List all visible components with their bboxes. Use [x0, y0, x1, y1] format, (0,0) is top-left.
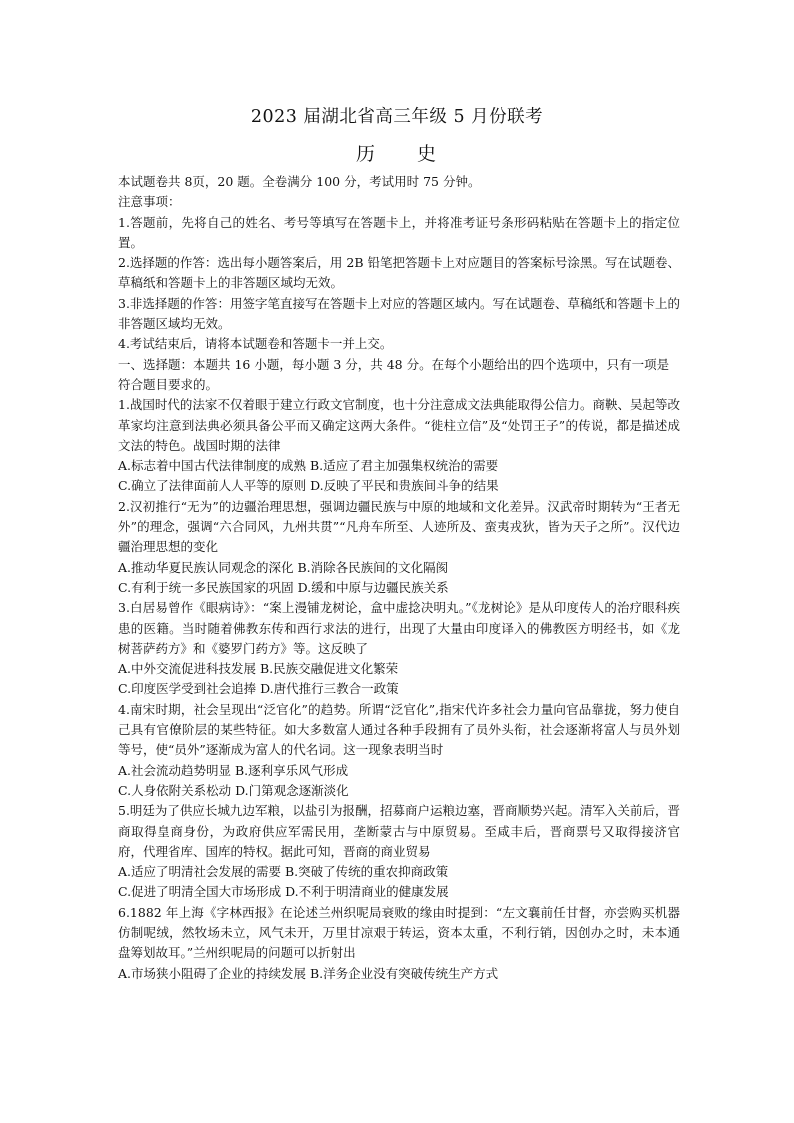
question-options: C.促进了明清全国大市场形成 D.不利于明清商业的健康发展: [118, 884, 449, 900]
notes-heading: 注意事项：: [118, 194, 181, 210]
note-item: 3.非选择题的作答：用签字笔直接写在答题卡上对应的答题区域内。写在试题卷、草稿纸和答题卡上的非答题区域均无效。: [118, 295, 680, 332]
question-stem: 5.明廷为了供应长城九边军粮，以盐引为报酬，招募商户运粮边塞，晋商顺势兴起。清军入关前后，晋商取得皇商身份，为政府供应军需民用，垄断蒙古与中原贸易。至咸丰后，晋商票号又取得接济官府，代理省库、国库的特权。据此可知，晋商的商业贸易: [118, 803, 680, 859]
question-stem: 4.南宋时期，社会呈现出“泛官化”的趋势。所谓“泛官化”,指宋代许多社会力量向官品靠拢，努力使自己具有官僚阶层的某些特征。如大多数富人通过各种手段拥有了员外头衔，社会逐渐将富人与员外划等号，使“员外”逐渐成为富人的代名词。这一现象表明当时: [118, 701, 680, 758]
question-options: C.印度医学受到社会追捧 D.唐代推行三教合一政策: [118, 681, 399, 697]
question-options: C.人身依附关系松动 D.门第观念逐渐淡化: [118, 782, 349, 798]
question-1: [118, 395, 680, 496]
question-options: A.适应了明清社会发展的需要 B.突破了传统的重农抑商政策: [118, 864, 449, 880]
note-item: 1.答题前，先将自己的姓名、考号等填写在答题卡上，并将准考证号条形码粘贴在答题卡上的指定位置。: [118, 214, 680, 250]
question-4: [118, 700, 680, 801]
question-options: A.推动华夏民族认同观念的深化 B.消除各民族间的文化隔阂: [118, 559, 449, 575]
question-options: C.有利于统一多民族国家的巩固 D.缓和中原与边疆民族关系: [118, 579, 449, 595]
note-item: 2.选择题的作答：选出每小题答案后，用 2B 铅笔把答题卡上对应题目的答案标号涂黑。写在试题卷、草稿纸和答题卡上的非答题区域均无效。: [118, 255, 681, 291]
question-options: A.中外交流促进科技发展 B.民族交融促进文化繁荣: [118, 661, 399, 677]
question-3: [118, 598, 680, 699]
question-stem: 6.1882 年上海《字林西报》在论述兰州织呢局衰败的缘由时提到：“左文襄前任甘督，亦尝购买机器仿制呢绒，然牧场未立，风气未开，万里甘凉艰于转运，资本太重，不利行销，因创办之时，未本通盘筹划故耳。”兰州织呢局的问题可以折射出: [118, 904, 680, 961]
section-heading: 一、选择题：本题共 16 小题，每小题 3 分，共 48 分。在每个小题给出的四个选项中，只有一项是符合题目要求的。: [118, 356, 670, 392]
exam-info: 本试题卷共 8页，20 题。全卷满分 100 分，考试用时 75 分钟。: [118, 174, 481, 189]
question-6: [118, 903, 680, 984]
question-stem: 2.汉初推行“无为”的边疆治理思想，强调边疆民族与中原的地域和文化差异。汉武帝时期转为“王者无外”的理念，强调“六合同风，九州共贯”“凡舟车所至、人迹所及、蛮夷戎狄，皆为天子之所”。汉代边疆治理思想的变化: [118, 498, 680, 555]
question-2: [118, 497, 680, 598]
exam-title: 2023 届湖北省高三年级 5 月份联考: [250, 107, 544, 127]
question-stem: 1.战国时代的法家不仅着眼于建立行政文官制度，也十分注意成文法典能取得公信力。商鞅、吴起等改革家均注意到法典必须具备公平而又确定这两大条件。“徙柱立信”及“处罚王子”的传说，都是描述成文法的特色。战国时期的法律: [118, 397, 680, 453]
question-options: A.社会流动趋势明显 B.逐利享乐风气形成: [118, 762, 349, 778]
question-5: [118, 801, 680, 902]
note-item: 4.考试结束后，请将本试题卷和答题卡一并上交。: [118, 336, 393, 352]
question-options: A.标志着中国古代法律制度的成熟 B.适应了君主加强集权统治的需要: [118, 458, 499, 474]
exam-content: [118, 104, 680, 984]
question-options: A.市场狭小阻碍了企业的持续发展 B.洋务企业没有突破传统生产方式: [118, 965, 499, 981]
subject-title: 历 史: [355, 143, 455, 165]
question-options: C.确立了法律面前人人平等的原则 D.反映了平民和贵族间斗争的结果: [118, 478, 499, 494]
question-stem: 3.白居易曾作《眼病诗》：“案上漫铺龙树论，盒中虚捻决明丸。”《龙树论》是从印度传人的治疗眼科疾患的医籍。当时随着佛教东传和西行求法的进行，出现了大量由印度译入的佛教医方明经书，如《龙树菩萨药方》和《婆罗门药方》等。这反映了: [118, 600, 680, 656]
